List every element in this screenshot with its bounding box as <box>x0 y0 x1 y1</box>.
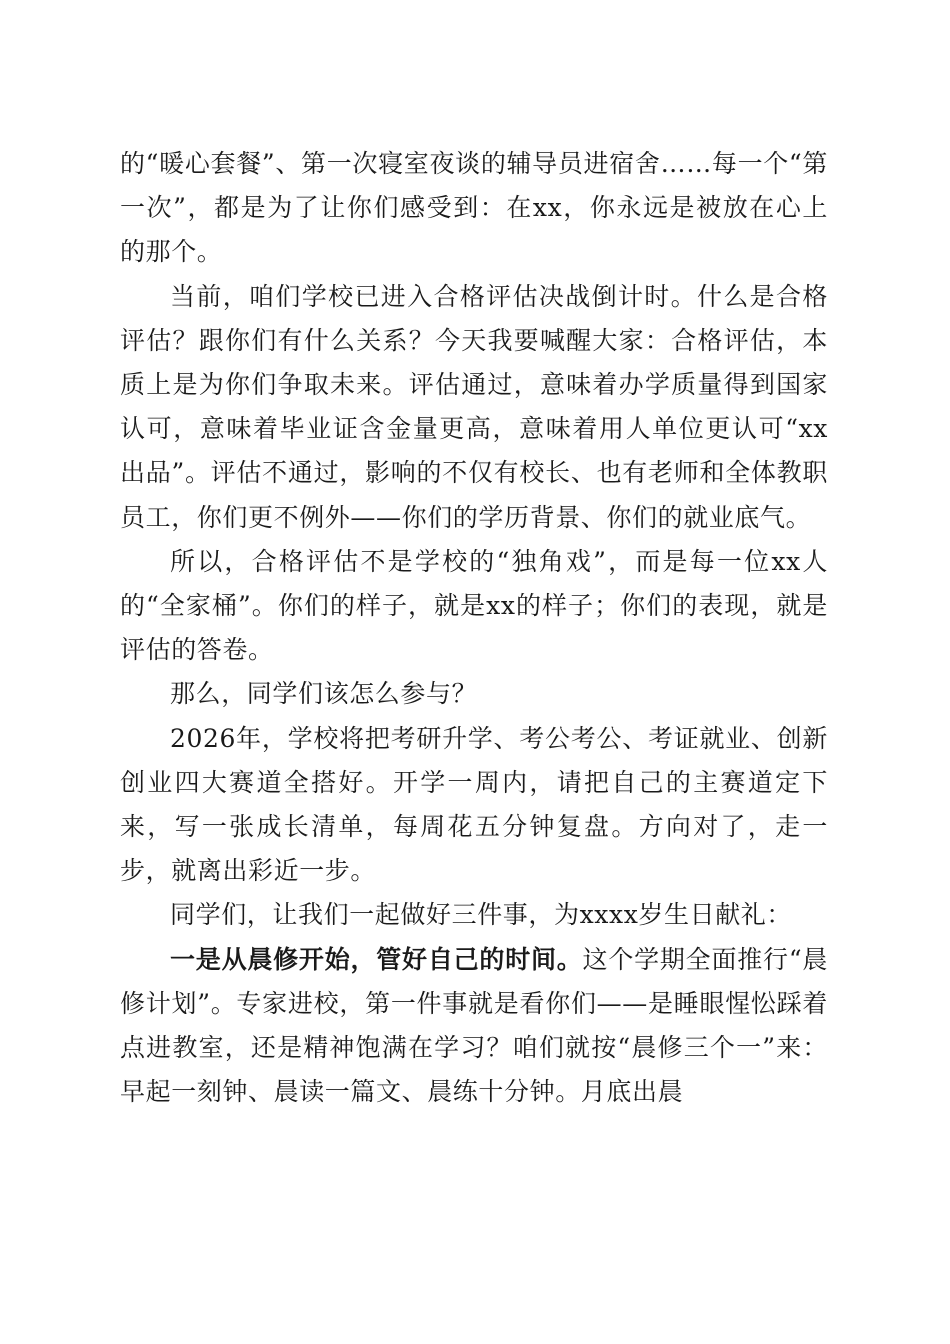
body-text <box>120 142 828 1114</box>
paragraph-7-lead: 一是从晨修开始，管好自己的时间。 <box>170 944 583 974</box>
paragraph-5: 2026年，学校将把考研升学、考公考公、考证就业、创新创业四大赛道全搭好。开学一周内，请把自己的主赛道定下来，写一张成长清单，每周花五分钟复盘。方向对了，走一步，就离出彩近一步。 <box>120 723 828 886</box>
paragraph-3: 所以，合格评估不是学校的“独角戏”，而是每一位xx人的“全家桶”。你们的样子，就是xx的样子；你们的表现，就是评估的答卷。 <box>120 546 828 665</box>
paragraph-7 <box>120 938 828 1115</box>
paragraph-1: 的“暖心套餐”、第一次寝室夜谈的辅导员进宿舍……每一个“第一次”，都是为了让你们感受到：在xx，你永远是被放在心上的那个。 <box>120 149 828 267</box>
paragraph-6: 同学们，让我们一起做好三件事，为xxxx岁生日献礼： <box>170 900 792 930</box>
paragraph-4: 那么，同学们该怎么参与？ <box>170 679 478 709</box>
paragraph-2: 当前，咱们学校已进入合格评估决战倒计时。什么是合格评估？跟你们有什么关系？今天我要喊醒大家：合格评估，本质上是为你们争取未来。评估通过，意味着办学质量得到国家认可，意味着毕业证含金量更高，意味着用人单位更认可“xx出品”。评估不通过，影响的不仅有校长、也有老师和全体教职员工，你们更不例外——你们的学历背景、你们的就业底气。 <box>120 281 828 532</box>
paragraph-7-text: 这个学期全面推行“晨修计划”。专家进校，第一件事就是看你们——是睡眼惺忪踩着点进教室，还是精神饱满在学习？咱们就按“晨修三个一”来：早起一刻钟、晨读一篇文、晨练十分钟。月底出晨 <box>120 944 828 1107</box>
